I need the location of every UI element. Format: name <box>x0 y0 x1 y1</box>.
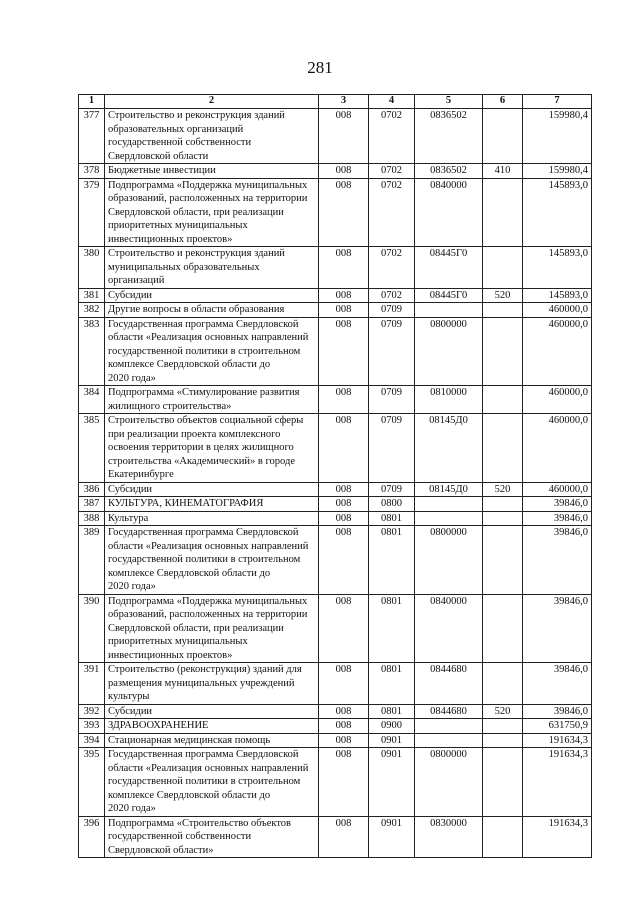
section-code: 0709 <box>369 303 415 318</box>
target-article-code: 0836502 <box>415 109 483 164</box>
row-name <box>105 178 319 247</box>
row-name-line: освоения территории в целях жилищного <box>108 442 294 453</box>
ministry-code: 008 <box>319 526 369 595</box>
section-code: 0800 <box>369 497 415 512</box>
row-name-line: Государственная программа Свердловской <box>108 749 299 760</box>
row-number: 377 <box>79 109 105 164</box>
row-number: 395 <box>79 748 105 817</box>
row-name-line: инвестиционных проектов» <box>108 233 233 245</box>
table-row <box>79 511 592 526</box>
section-code: 0702 <box>369 288 415 303</box>
row-name-line: жилищного строительства» <box>108 400 232 412</box>
row-number: 378 <box>79 164 105 179</box>
expense-type-code <box>483 594 523 663</box>
row-name-line: области «Реализация основных направлений <box>108 540 309 552</box>
ministry-code: 008 <box>319 317 369 386</box>
row-name <box>105 719 319 734</box>
row-number: 384 <box>79 386 105 414</box>
row-name-line: размещения муниципальных учреждений <box>108 677 295 689</box>
expense-type-code <box>483 748 523 817</box>
table-row <box>79 317 592 386</box>
table-row <box>79 288 592 303</box>
amount: 39846,0 <box>523 497 592 512</box>
table-row <box>79 164 592 179</box>
row-name <box>105 164 319 179</box>
row-number: 389 <box>79 526 105 595</box>
row-number: 393 <box>79 719 105 734</box>
row-name-line: области «Реализация основных направлений <box>108 332 309 343</box>
expense-type-code <box>483 317 523 386</box>
target-article-code: 0810000 <box>415 386 483 414</box>
target-article-code: 0844680 <box>415 704 483 719</box>
row-name <box>105 386 319 414</box>
row-name-line: образовательных организаций <box>108 123 244 135</box>
row-name-line: 2020 года» <box>108 372 156 384</box>
expense-type-code <box>483 663 523 705</box>
section-code: 0900 <box>369 719 415 734</box>
section-code: 0702 <box>369 164 415 179</box>
column-header-1: 1 <box>79 95 105 109</box>
target-article-code: 0836502 <box>415 164 483 179</box>
expense-type-code <box>483 247 523 289</box>
row-name-line: комплексе Свердловской области до <box>108 359 271 370</box>
row-name-line: образований, расположенных на территории <box>108 193 308 204</box>
row-number: 379 <box>79 178 105 247</box>
amount: 631750,9 <box>523 719 592 734</box>
target-article-code <box>415 511 483 526</box>
row-name-line: Стационарная медицинская помощь <box>108 734 271 746</box>
row-name-line: строительства «Академический» в городе <box>108 455 295 467</box>
row-name-line: организаций <box>108 275 165 286</box>
section-code: 0702 <box>369 178 415 247</box>
table-row <box>79 497 592 512</box>
amount: 191634,3 <box>523 748 592 817</box>
row-name <box>105 526 319 595</box>
column-header-6: 6 <box>483 95 523 109</box>
row-name-line: Подпрограмма «Поддержка муниципальных <box>108 179 308 191</box>
expense-type-code <box>483 303 523 318</box>
row-name-line: комплексе Свердловской области до <box>108 789 271 801</box>
amount: 460000,0 <box>523 386 592 414</box>
row-name-line: Строительство и реконструкция зданий <box>108 248 285 259</box>
target-article-code: 0840000 <box>415 178 483 247</box>
table-row <box>79 247 592 289</box>
row-name-line: Подпрограмма «Строительство объектов <box>108 817 291 829</box>
table-header <box>79 95 592 109</box>
target-article-code <box>415 733 483 748</box>
row-number: 385 <box>79 414 105 483</box>
row-name-line: Подпрограмма «Стимулирование развития <box>108 387 300 398</box>
expense-type-code <box>483 526 523 595</box>
row-name <box>105 594 319 663</box>
row-name <box>105 704 319 719</box>
amount: 460000,0 <box>523 414 592 483</box>
row-name-line: Екатеринбурге <box>108 469 174 480</box>
amount: 39846,0 <box>523 594 592 663</box>
row-name-line: 2020 года» <box>108 581 156 592</box>
expense-type-code: 410 <box>483 164 523 179</box>
amount: 159980,4 <box>523 164 592 179</box>
row-number: 392 <box>79 704 105 719</box>
table-row <box>79 526 592 595</box>
row-name-line: комплексе Свердловской области до <box>108 567 271 579</box>
column-header-7: 7 <box>523 95 592 109</box>
section-code: 0901 <box>369 816 415 858</box>
row-name-line: образований, расположенных на территории <box>108 609 308 620</box>
section-code: 0801 <box>369 663 415 705</box>
target-article-code <box>415 497 483 512</box>
row-name-line: приоритетных муниципальных <box>108 220 248 231</box>
table-row <box>79 748 592 817</box>
ministry-code: 008 <box>319 109 369 164</box>
ministry-code: 008 <box>319 482 369 497</box>
row-name-line: государственной собственности <box>108 137 252 148</box>
row-name <box>105 247 319 289</box>
row-name-line: Строительство (реконструкция) зданий для <box>108 664 302 675</box>
row-name-line: области «Реализация основных направлений <box>108 762 309 774</box>
row-name <box>105 109 319 164</box>
ministry-code: 008 <box>319 178 369 247</box>
ministry-code: 008 <box>319 386 369 414</box>
row-number: 394 <box>79 733 105 748</box>
amount: 39846,0 <box>523 526 592 595</box>
ministry-code: 008 <box>319 511 369 526</box>
row-name <box>105 303 319 318</box>
target-article-code: 08445Г0 <box>415 288 483 303</box>
row-name-line: Государственная программа Свердловской <box>108 527 299 538</box>
row-name-line: Субсидии <box>108 483 153 495</box>
row-name <box>105 748 319 817</box>
row-name-line: государственной политики в строительном <box>108 554 301 565</box>
row-name <box>105 663 319 705</box>
target-article-code: 0830000 <box>415 816 483 858</box>
expense-type-code <box>483 386 523 414</box>
amount: 460000,0 <box>523 317 592 386</box>
column-header-4: 4 <box>369 95 415 109</box>
row-name <box>105 482 319 497</box>
row-number: 380 <box>79 247 105 289</box>
row-name <box>105 497 319 512</box>
section-code: 0709 <box>369 414 415 483</box>
row-name <box>105 733 319 748</box>
row-name-line: Строительство и реконструкция зданий <box>108 110 285 121</box>
target-article-code: 0800000 <box>415 748 483 817</box>
row-name-line: КУЛЬТУРА, КИНЕМАТОГРАФИЯ <box>108 498 264 509</box>
expense-type-code <box>483 816 523 858</box>
expense-type-code <box>483 109 523 164</box>
column-header-2: 2 <box>105 95 319 109</box>
row-name-line: Строительство объектов социальной сферы <box>108 415 304 426</box>
expense-type-code: 520 <box>483 482 523 497</box>
row-name-line: ЗДРАВООХРАНЕНИЕ <box>108 720 209 731</box>
amount: 159980,4 <box>523 109 592 164</box>
amount: 145893,0 <box>523 288 592 303</box>
table-row <box>79 663 592 705</box>
amount: 39846,0 <box>523 704 592 719</box>
target-article-code: 0840000 <box>415 594 483 663</box>
ministry-code: 008 <box>319 594 369 663</box>
ministry-code: 008 <box>319 748 369 817</box>
table-row <box>79 733 592 748</box>
target-article-code: 0800000 <box>415 526 483 595</box>
section-code: 0709 <box>369 386 415 414</box>
ministry-code: 008 <box>319 704 369 719</box>
target-article-code: 0800000 <box>415 317 483 386</box>
target-article-code <box>415 303 483 318</box>
expense-type-code <box>483 719 523 734</box>
row-name-line: муниципальных образовательных <box>108 261 260 273</box>
expense-type-code <box>483 414 523 483</box>
row-name-line: Бюджетные инвестиции <box>108 165 216 176</box>
ministry-code: 008 <box>319 497 369 512</box>
row-number: 391 <box>79 663 105 705</box>
page-number: 281 <box>307 58 333 77</box>
target-article-code: 08145Д0 <box>415 414 483 483</box>
section-code: 0709 <box>369 482 415 497</box>
row-name <box>105 511 319 526</box>
row-number: 388 <box>79 511 105 526</box>
ministry-code: 008 <box>319 303 369 318</box>
row-name <box>105 816 319 858</box>
row-name-line: Другие вопросы в области образования <box>108 304 285 315</box>
budget-table <box>78 94 592 858</box>
section-code: 0901 <box>369 748 415 817</box>
row-name <box>105 317 319 386</box>
row-number: 386 <box>79 482 105 497</box>
row-name-line: Свердловской области <box>108 150 209 162</box>
expense-type-code <box>483 497 523 512</box>
section-code: 0801 <box>369 526 415 595</box>
row-name-line: культуры <box>108 691 150 702</box>
row-name-line: Государственная программа Свердловской <box>108 318 299 330</box>
row-name-line: Субсидии <box>108 289 153 301</box>
expense-type-code: 520 <box>483 704 523 719</box>
table-row <box>79 303 592 318</box>
amount: 460000,0 <box>523 482 592 497</box>
expense-type-code <box>483 511 523 526</box>
row-name-line: Подпрограмма «Поддержка муниципальных <box>108 595 308 607</box>
target-article-code: 08145Д0 <box>415 482 483 497</box>
section-code: 0702 <box>369 247 415 289</box>
table-body <box>79 109 592 858</box>
ministry-code: 008 <box>319 288 369 303</box>
table-row <box>79 594 592 663</box>
target-article-code <box>415 719 483 734</box>
table-row <box>79 719 592 734</box>
row-name-line: Свердловской области» <box>108 844 214 856</box>
row-number: 396 <box>79 816 105 858</box>
amount: 191634,3 <box>523 733 592 748</box>
section-code: 0801 <box>369 594 415 663</box>
expense-type-code: 520 <box>483 288 523 303</box>
row-number: 390 <box>79 594 105 663</box>
row-number: 383 <box>79 317 105 386</box>
amount: 145893,0 <box>523 247 592 289</box>
amount: 39846,0 <box>523 663 592 705</box>
ministry-code: 008 <box>319 816 369 858</box>
amount: 145893,0 <box>523 178 592 247</box>
table-row <box>79 178 592 247</box>
row-number: 381 <box>79 288 105 303</box>
table-row <box>79 482 592 497</box>
section-code: 0801 <box>369 704 415 719</box>
row-number: 382 <box>79 303 105 318</box>
column-header-3: 3 <box>319 95 369 109</box>
ministry-code: 008 <box>319 663 369 705</box>
header-row <box>79 95 592 109</box>
amount: 39846,0 <box>523 511 592 526</box>
row-name <box>105 414 319 483</box>
row-name-line: инвестиционных проектов» <box>108 649 233 661</box>
section-code: 0901 <box>369 733 415 748</box>
row-name-line: государственной собственности <box>108 831 252 842</box>
row-name-line: приоритетных муниципальных <box>108 636 248 647</box>
amount: 460000,0 <box>523 303 592 318</box>
row-name-line: Культура <box>108 512 149 524</box>
ministry-code: 008 <box>319 164 369 179</box>
section-code: 0801 <box>369 511 415 526</box>
ministry-code: 008 <box>319 414 369 483</box>
expense-type-code <box>483 733 523 748</box>
table-row <box>79 109 592 164</box>
target-article-code: 0844680 <box>415 663 483 705</box>
ministry-code: 008 <box>319 247 369 289</box>
table-row <box>79 816 592 858</box>
row-name-line: Свердловской области, при реализации <box>108 206 284 218</box>
row-name-line: Свердловской области, при реализации <box>108 622 284 634</box>
ministry-code: 008 <box>319 719 369 734</box>
table-row <box>79 704 592 719</box>
section-code: 0702 <box>369 109 415 164</box>
row-name-line: Субсидии <box>108 705 153 717</box>
row-name-line: государственной политики в строительном <box>108 345 301 357</box>
row-name-line: 2020 года» <box>108 803 156 814</box>
column-header-5: 5 <box>415 95 483 109</box>
table-row <box>79 386 592 414</box>
ministry-code: 008 <box>319 733 369 748</box>
row-name-line: государственной политики в строительном <box>108 776 301 787</box>
target-article-code: 08445Г0 <box>415 247 483 289</box>
row-number: 387 <box>79 497 105 512</box>
amount: 191634,3 <box>523 816 592 858</box>
expense-type-code <box>483 178 523 247</box>
row-name <box>105 288 319 303</box>
section-code: 0709 <box>369 317 415 386</box>
table-row <box>79 414 592 483</box>
row-name-line: при реализации проекта комплексного <box>108 428 281 440</box>
